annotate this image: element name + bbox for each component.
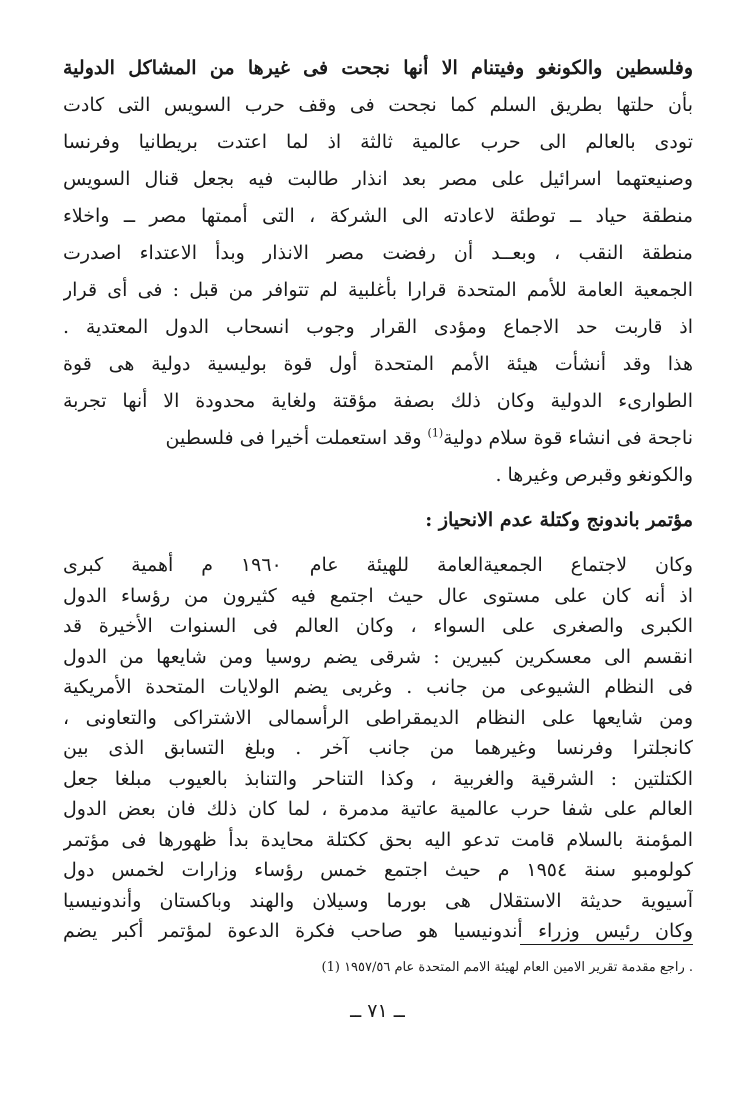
text-after-footnote: وقد استعملت أخيرا فى فلسطين bbox=[165, 427, 428, 449]
text-before-footnote: ناجحة فى انشاء قوة سلام دولية bbox=[443, 427, 693, 449]
body-text-line: تودى بالعالم الى حرب عالمية ثالثة اذ لما اعتدت بريطانيا وفرنسا bbox=[63, 131, 693, 153]
body-text-line-with-footnote bbox=[63, 418, 693, 458]
body-text-line: اذ قاربت حد الاجماع ومؤدى القرار وجوب انسحاب الدول المعتدية . bbox=[63, 316, 693, 338]
page-number: ــ ٧١ ــ bbox=[350, 1000, 405, 1022]
body-text-line: وكان لاجتماع الجمعيةالعامة للهيئة عام ١٩٦٠ م أهمية كبرى bbox=[63, 554, 693, 576]
body-text-line: منطقة حياد ــ توطئة لاعادته الى الشركة ، التى أممتها مصر ــ واخلاء bbox=[63, 205, 693, 227]
body-text-line: انقسم الى معسكرين كبيرين : شرقى يضم روسيا ومن شايعها من الدول bbox=[63, 645, 693, 668]
body-text-line: كانجلترا وفرنسا وغيرهما من جانب آخر . وبلغ التسابق الذى بين bbox=[63, 737, 693, 759]
body-text-line: فى النظام الشيوعى من جانب . وغربى يضم الولايات المتحدة الأمريكية bbox=[63, 676, 693, 698]
body-text-line: بأن حلتها بطريق السلم كما نجحت فى وقف حرب السويس التى كادت bbox=[63, 94, 693, 116]
body-text-line: الطوارىء الدولية وكان ذلك بصفة مؤقتة ولغاية محدودة الا أنها تجربة bbox=[63, 390, 693, 412]
body-text-line: اذ أنه كان على مستوى عال حيث اجتمع فيه كثيرون من رؤساء الدول bbox=[63, 584, 693, 607]
body-text-line: الجمعية العامة للأمم المتحدة قرارا بأغلبية لم تتوافر من قبل : فى أى قرار bbox=[63, 279, 693, 301]
body-text-line: آسيوية حديثة الاستقلال هى بورما وسيلان والهند وباكستان وأندونيسيا bbox=[63, 889, 693, 912]
body-text-line: العالم على شفا حرب عالمية عاتية مدمرة ، لما كان ذلك فان بعض الدول bbox=[63, 798, 693, 820]
body-text-line: والكونغو وقبرص وغيرها . bbox=[495, 464, 693, 486]
section-heading: مؤتمر باندونج وكتلة عدم الانحياز : bbox=[425, 509, 693, 531]
body-text-line: الكتلتين : الشرقية والغربية ، وكذا التناحر والتنابذ بالعيوب مبلغا جعل bbox=[63, 767, 693, 790]
footnote-separator bbox=[520, 944, 693, 945]
body-text-line: وكان رئيس وزراء أندونيسيا هو صاحب فكرة الدعوة لمؤتمر أكبر يضم bbox=[63, 920, 693, 942]
body-text-line: هذا وقد أنشأت هيئة الأمم المتحدة أول قوة بوليسية دولية هى قوة bbox=[63, 353, 693, 375]
footnote-text: (1) راجع مقدمة تقرير الامين العام لهيئة الامم المتحدة عام ١٩٥٧/٥٦ . bbox=[321, 960, 693, 975]
body-text-line: منطقة النقب ، وبعــد أن رفضت مصر الانذار وبدأ الاعتداء اصدرت bbox=[63, 242, 693, 264]
footnote-marker: (1) bbox=[427, 426, 444, 440]
body-text-line: وفلسطين والكونغو وفيتنام الا أنها نجحت فى غيرها من المشاكل الدولية bbox=[63, 57, 693, 79]
body-text-line: الكبرى والصغرى على السواء ، وكان العالم فى السنوات الأخيرة قد bbox=[63, 615, 693, 637]
body-text-line: ومن شايعها على النظام الديمقراطى الرأسمالى الاشتراكى والتعاونى ، bbox=[63, 706, 693, 729]
body-text-line: كولومبو سنة ١٩٥٤ م حيث اجتمع خمس رؤساء وزارات لخمس دول bbox=[63, 859, 693, 881]
body-text-line: وصنيعتهما اسرائيل على مصر بعد انذار طالبت فيه بجعل قنال السويس bbox=[63, 168, 693, 190]
body-text-line: المؤمنة بالسلام قامت تدعو اليه بحق ككتلة محايدة بدأ ظهورها فى مؤتمر bbox=[63, 828, 693, 851]
